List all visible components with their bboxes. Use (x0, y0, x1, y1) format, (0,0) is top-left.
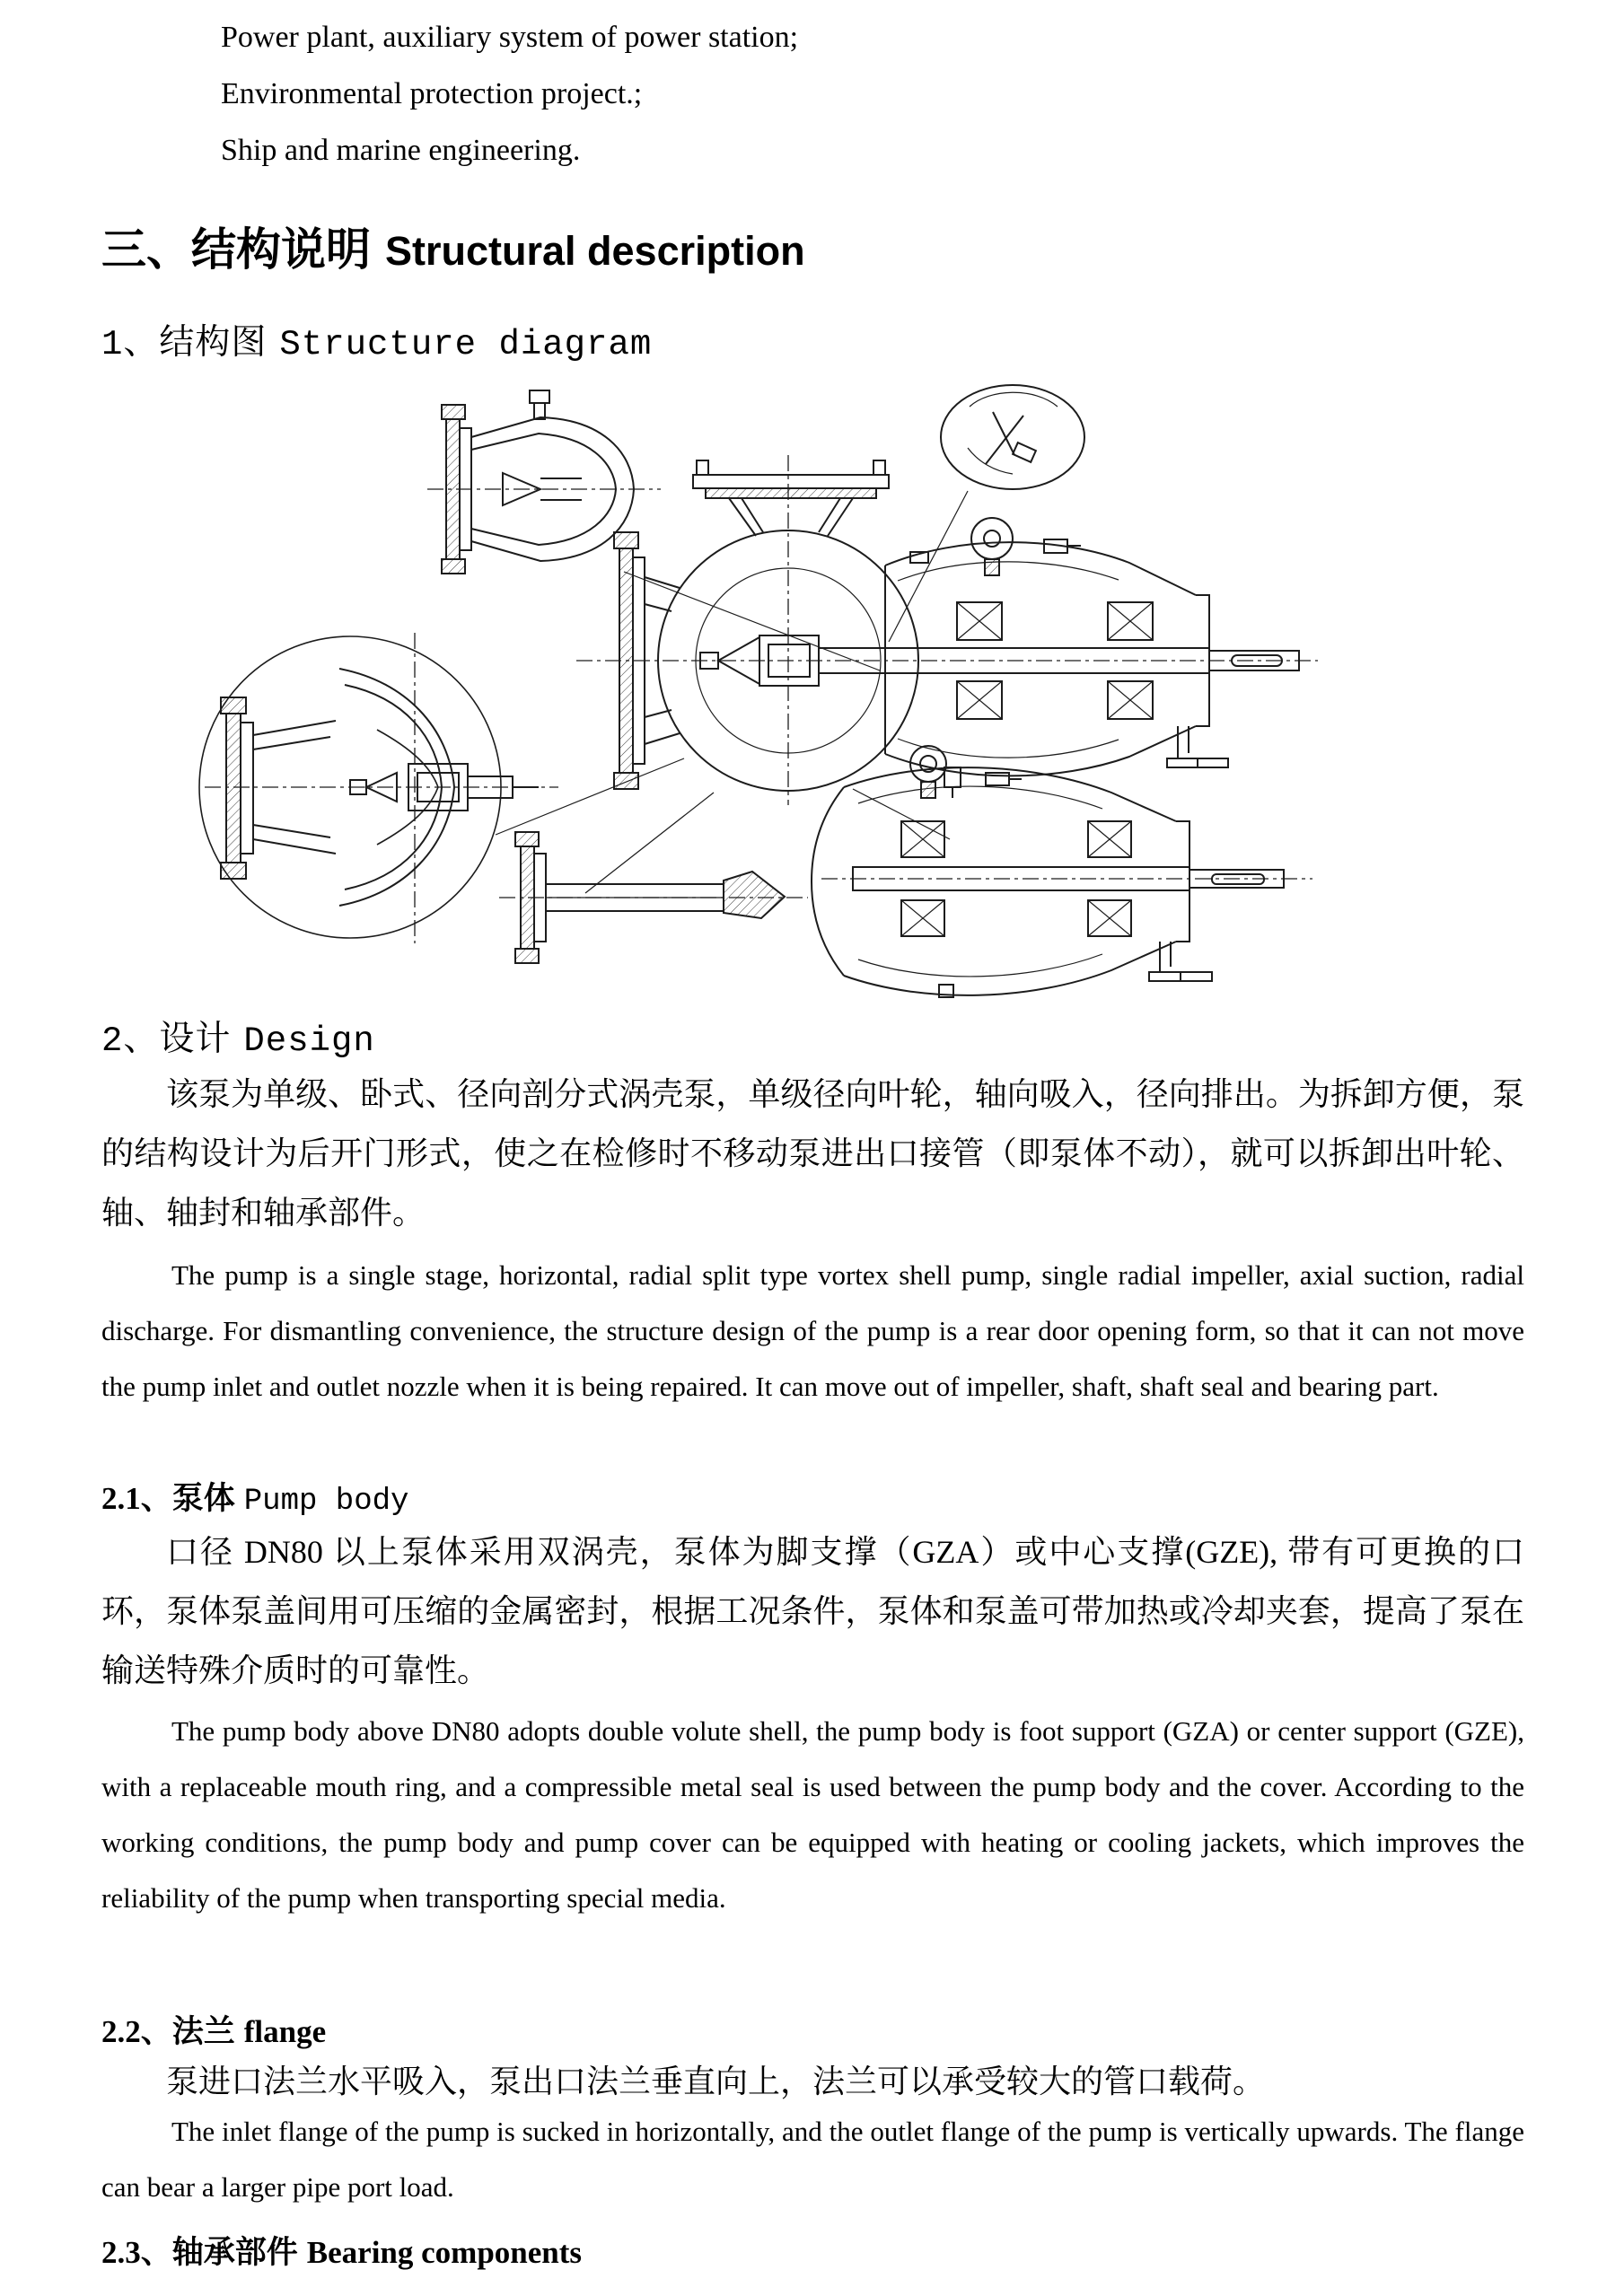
pump-body-paragraph-en: The pump body above DN80 adopts double volute shell, the pump body is foot support (GZA) or center support (GZE), with a replaceable mouth ring, and a compressible metal seal is used between the pump body and the cover. According to the working conditions, the pump body and pump cover can be equipped with heating or cooling jackets, which improves the reliability of the pump when transporting special media. (101, 1715, 1524, 1914)
section-title-zh: 三、结构说明 (101, 224, 371, 275)
design-heading (101, 1011, 375, 1061)
sub-heading-zh: 泵体 (171, 1481, 235, 1516)
structure-heading-zh: 1、结构图 (101, 325, 268, 364)
section-title-en: Structural description (385, 228, 805, 274)
sub-heading-pump-body (101, 1474, 408, 1519)
application-item: Ship and marine engineering. (221, 134, 581, 167)
sub-heading-flange (101, 2007, 326, 2052)
outlet-flange (693, 460, 889, 536)
pump-main-section (576, 455, 1318, 805)
volute-casing (658, 455, 918, 805)
pump-body-paragraph-zh: 口径 DN80 以上泵体采用双涡壳，泵体为脚支撑（GZA）或中心支撑(GZE), 带有可更换的口环，泵体泵盖间用可压缩的金属密封，根据工况条件，泵体和泵盖可带加热或冷却夹套，提高了泵在输送特殊介质时的可靠性。 (101, 1534, 1524, 1688)
structure-diagram-figure (0, 372, 1624, 1001)
application-item: Power plant, auxiliary system of power station; (221, 21, 799, 54)
eye-bolt (971, 518, 1013, 575)
leader-lines (496, 491, 968, 893)
sub-heading-en: Bearing components (306, 2235, 583, 2270)
application-list (221, 9, 798, 179)
sub-heading-number: 2.1、 (101, 1481, 172, 1516)
sub-heading-number: 2.3、 (101, 2235, 172, 2270)
shaft-part-view (499, 832, 808, 963)
sub-heading-en: Pump body (243, 1485, 409, 1519)
sub-heading-en: flange (243, 2014, 327, 2049)
design-paragraph-en: The pump is a single stage, horizontal, radial split type vortex shell pump, single radial impeller, axial suction, radial discharge. For dismantling convenience, the structure design of the pump is a rear door opening form, so that it can not move the pump inlet and outlet nozzle when it is being repaired. It can move out of impeller, shaft, shaft seal and bearing part. (101, 1259, 1524, 1402)
design-paragraph-zh: 该泵为单级、卧式、径向剖分式涡壳泵，单级径向叶轮，轴向吸入，径向排出。为拆卸方便，泵的结构设计为后开门形式，使之在检修时不移动泵进出口接管（即泵体不动），就可以拆卸出叶轮、轴、轴封和轴承部件。 (101, 1076, 1524, 1231)
sub-heading-bearing-components (101, 2228, 582, 2273)
design-heading-zh: 2、设计 (101, 1021, 232, 1061)
structure-diagram (0, 372, 1624, 1001)
bearing-assembly-lower-view (812, 746, 1312, 997)
flange-paragraph-zh: 泵进口法兰水平吸入，泵出口法兰垂直向上，法兰可以承受较大的管口载荷。 (166, 2064, 1266, 2099)
design-heading-en: Design (243, 1021, 375, 1061)
application-item: Environmental protection project.; (221, 77, 643, 110)
sub-heading-zh: 法兰 (171, 2014, 235, 2049)
seal-detail-inset (941, 385, 1084, 489)
structure-heading-en: Structure diagram (279, 325, 653, 364)
sub-heading-number: 2.2、 (101, 2014, 172, 2049)
support-bracket (1167, 726, 1228, 767)
section-title (101, 214, 805, 278)
structure-diagram-heading (101, 314, 652, 364)
sub-heading-zh: 轴承部件 (171, 2235, 298, 2270)
flange-paragraph-en: The inlet flange of the pump is sucked in horizontally, and the outlet flange of the pump is vertically upwards. The flange can bear a larger pipe port load. (101, 2116, 1524, 2203)
impeller-detail-view (199, 633, 558, 943)
bearing-housing (885, 542, 1209, 776)
